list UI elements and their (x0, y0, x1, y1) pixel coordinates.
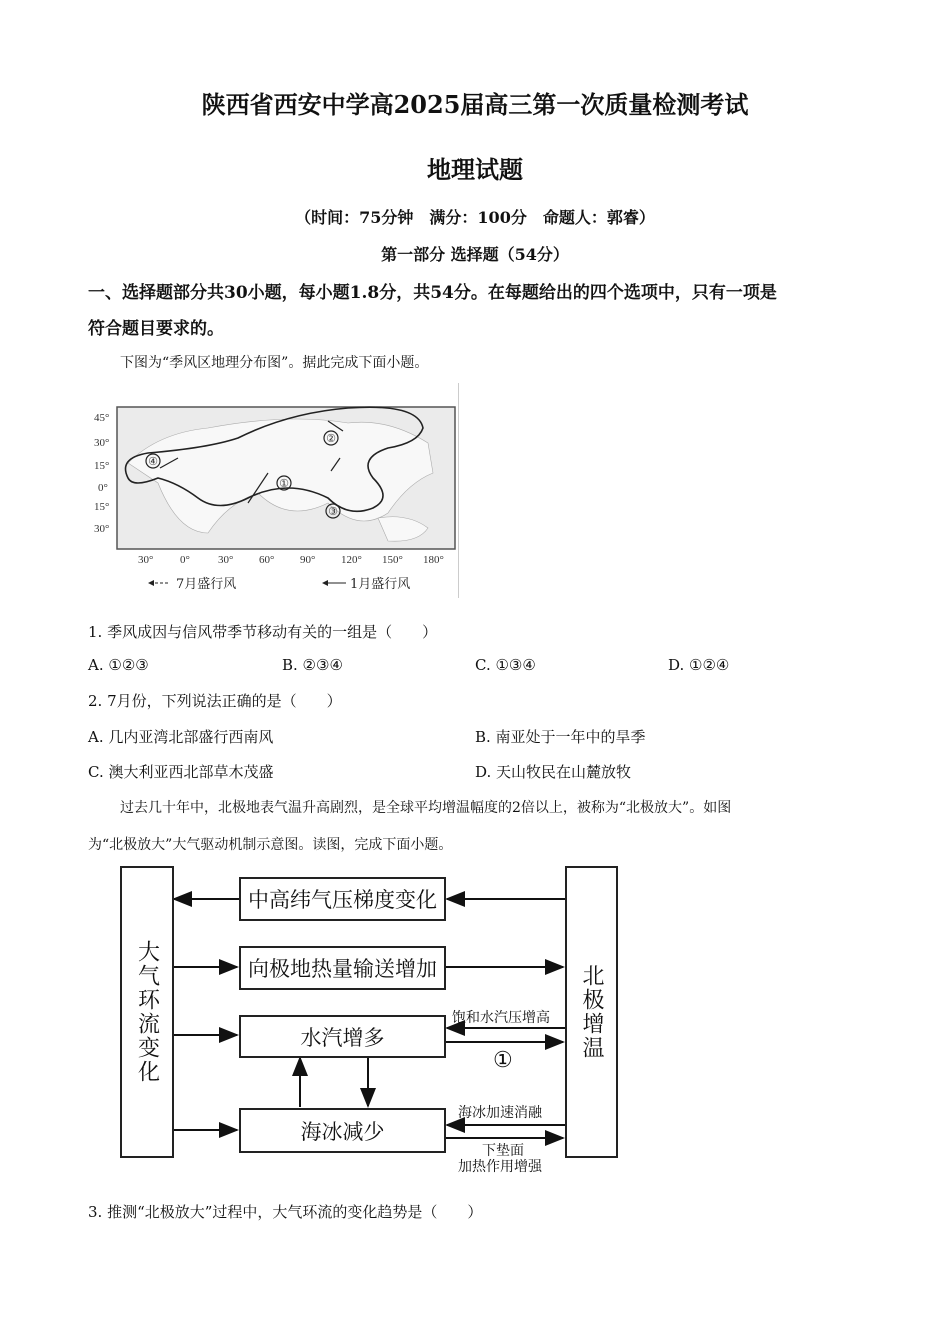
arctic-warming-box: 北极增温 (565, 866, 618, 1158)
sea-ice-box: 海冰减少 (239, 1108, 446, 1153)
intro-arctic-1: 过去几十年中，北极地表气温升高剧烈，是全球平均增温幅度的2倍以上，被称为“北极放大”。如图 (120, 800, 732, 816)
atmospheric-circulation-box: 大气环流变化 (120, 866, 174, 1158)
lon-tick: 30° (138, 554, 154, 566)
subject-title: 地理试题 (427, 155, 523, 184)
map-marker-3: ③ (328, 506, 338, 518)
surface-label-1: 下垫面 (482, 1143, 524, 1159)
intro-arctic-2: 为“北极放大”大气驱动机制示意图。读图，完成下面小题。 (88, 837, 453, 853)
lon-tick: 90° (300, 554, 316, 566)
lat-tick: 0° (98, 482, 108, 494)
map-marker-2: ② (326, 433, 336, 445)
q1-option-b[interactable]: B. ②③④ (282, 656, 343, 674)
lon-tick: 150° (382, 554, 403, 566)
section-instruction-1: 一、选择题部分共30小题，每小题1.8分，共54分。在每题给出的四个选项中，只有一项是 (88, 283, 777, 303)
part-title: 第一部分 选择题（54分） (381, 245, 569, 264)
q1-option-a[interactable]: A. ①②③ (88, 656, 149, 674)
q2-option-a[interactable]: A. 几内亚湾北部盛行西南风 (88, 728, 274, 746)
question-1: 1. 季风成因与信风带季节移动有关的一组是（ ） (88, 623, 438, 641)
question-2: 2. 7月份，下列说法正确的是（ ） (88, 692, 342, 710)
lon-tick: 30° (218, 554, 234, 566)
pressure-gradient-box: 中高纬气压梯度变化 (239, 877, 446, 921)
marker-1-label: ① (493, 1048, 513, 1073)
heat-transport-box: 向极地热量输送增加 (239, 946, 446, 990)
lat-tick: 30° (94, 523, 110, 535)
map-marker-4: ④ (148, 456, 158, 468)
legend-jan: 1月盛行风 (350, 577, 411, 592)
lon-tick: 180° (423, 554, 444, 566)
exam-info: （时间：75分钟 满分：100分 命题人：郭睿） (295, 208, 655, 227)
vapor-pressure-label: 饱和水汽压增高 (452, 1010, 550, 1026)
q2-option-b[interactable]: B. 南亚处于一年中的旱季 (475, 728, 646, 746)
water-vapor-box: 水汽增多 (239, 1015, 446, 1058)
q1-option-d[interactable]: D. ①②④ (668, 656, 730, 674)
lon-tick: 60° (259, 554, 275, 566)
ice-melt-label: 海冰加速消融 (458, 1105, 542, 1121)
lat-tick: 15° (94, 501, 110, 513)
legend-july: 7月盛行风 (176, 577, 237, 592)
q2-option-d[interactable]: D. 天山牧民在山麓放牧 (475, 763, 632, 781)
map-marker-1: ① (279, 478, 289, 490)
lat-tick: 45° (94, 412, 110, 424)
q2-option-c[interactable]: C. 澳大利亚西北部草木茂盛 (88, 763, 274, 781)
exam-title: 陕西省西安中学高2025届高三第一次质量检测考试 (201, 90, 749, 119)
q1-option-c[interactable]: C. ①③④ (475, 656, 536, 674)
section-instruction-2: 符合题目要求的。 (88, 319, 224, 339)
surface-label-2: 加热作用增强 (458, 1159, 542, 1175)
lon-tick: 120° (341, 554, 362, 566)
lat-tick: 30° (94, 437, 110, 449)
lon-tick: 0° (180, 554, 190, 566)
lat-tick: 15° (94, 460, 110, 472)
question-3: 3. 推测“北极放大”过程中，大气环流的变化趋势是（ ） (88, 1203, 483, 1221)
intro-map: 下图为“季风区地理分布图”。据此完成下面小题。 (120, 355, 429, 371)
